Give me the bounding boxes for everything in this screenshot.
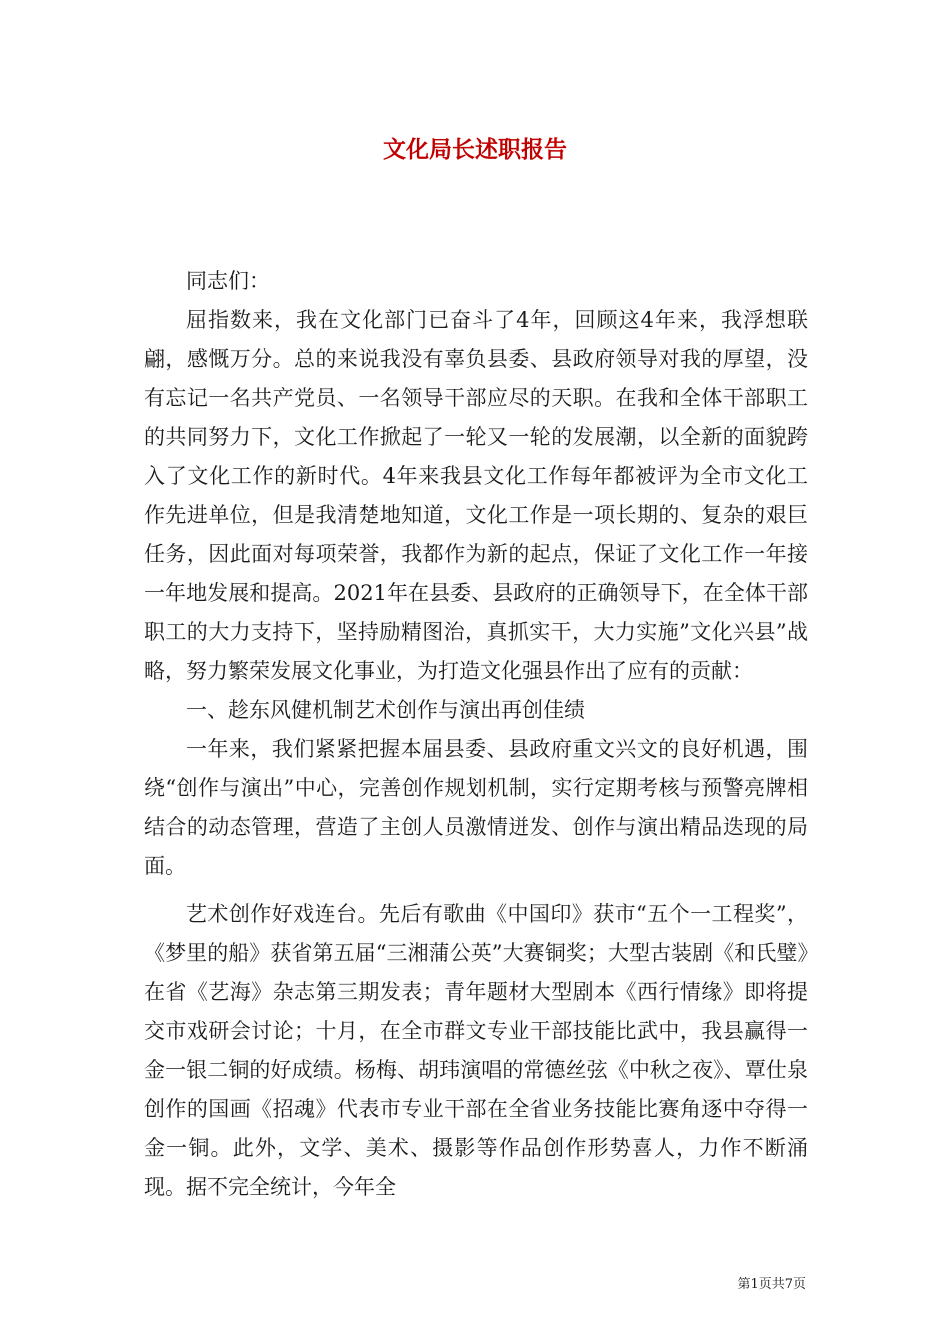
body-paragraph-4: 艺术创作好戏连台。先后有歌曲《中国印》获市“五个一工程奖”，《梦里的船》获省第五届“三湘蒲公英”大赛铜奖；大型古装剧《和氏璧》在省《艺海》杂志第三期发表；青年题材大型剧本《西行情缘》即将提交市戏研会讨论；十月，在全市群文专业干部技能比武中，我县赢得一金一银二铜的好成绩。杨梅、胡玮演唱的常德丝弦《中秋之夜》、覃仕泉创作的国画《招魂》代表市专业干部在全省业务技能比赛角逐中夺得一金一铜。此外，文学、美术、摄影等作品创作形势喜人，力作不断涌现。据不完全统计，今年全	[144, 902, 808, 1199]
body-paragraph-3: 一年来，我们紧紧把握本届县委、县政府重文兴文的良好机遇，围绕“创作与演出”中心，完善创作规划机制，实行定期考核与预警亮牌相结合的动态管理，营造了主创人员激情迸发、创作与演出精品迭现的局面。	[144, 737, 808, 878]
document-title: 文化局长述职报告	[383, 136, 567, 163]
intro-paragraph: 屈指数来，我在文化部门已奋斗了4年，回顾这4年来，我浮想联翩，感慨万分。总的来说我没有辜负县委、县政府领导对我的厚望，没有忘记一名共产党员、一名领导干部应尽的天职。在我和全体干部职工的共同努力下，文化工作掀起了一轮又一轮的发展潮，以全新的面貌跨入了文化工作的新时代。4年来我县文化工作每年都被评为全市文化工作先进单位，但是我清楚地知道，文化工作是一项长期的、复杂的艰巨任务，因此面对每项荣誉，我都作为新的起点，保证了文化工作一年接一年地发展和提高。2021年在县委、县政府的正确领导下，在全体干部职工的大力支持下，坚持励精图治，真抓实干，大力实施”文化兴县”战略，努力繁荣发展文化事业，为打造文化强县作出了应有的贡献：	[144, 308, 808, 683]
document-body	[144, 262, 808, 1207]
section-heading-1: 一、趁东风健机制艺术创作与演出再创佳绩	[186, 698, 585, 722]
page-number-footer: 第1页共7页	[737, 1277, 806, 1292]
salutation-paragraph: 同志们：	[186, 269, 270, 293]
